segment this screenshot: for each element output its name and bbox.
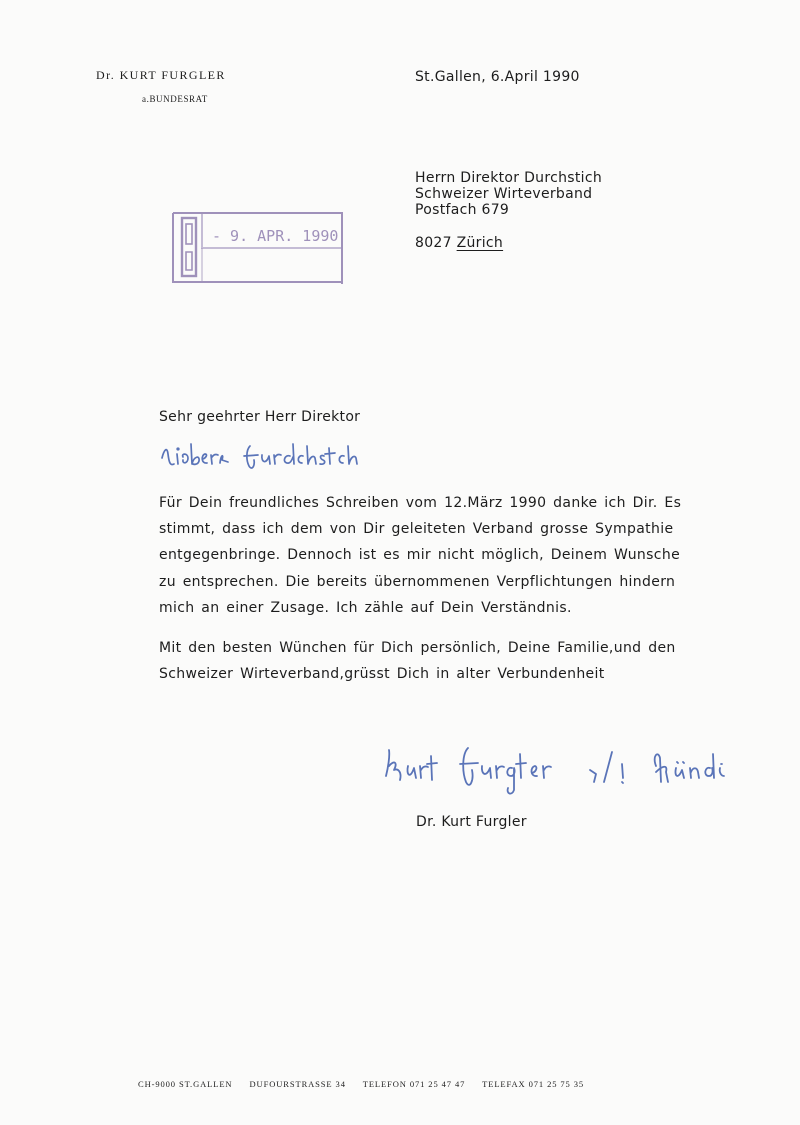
body-paragraph-2 — [159, 635, 739, 687]
body-line: Schweizer Wirteverband,grüsst Dich in alter Verbundenheit — [159, 666, 605, 683]
received-stamp — [172, 208, 344, 285]
footer-street: DUFOURSTRASSE 34 — [249, 1079, 346, 1089]
footer-fax: TELEFAX 071 25 75 35 — [482, 1079, 585, 1089]
letterhead-title: a.BUNDESRAT — [142, 94, 208, 104]
body-line: entgegenbringe. Dennoch ist es mir nicht möglich, Deinem Wunsche — [159, 547, 681, 564]
stamp-date: - 9. APR. 1990 — [212, 227, 339, 245]
place-date: St.Gallen, 6.April 1990 — [415, 69, 580, 85]
recipient-line-3: Postfach 679 — [415, 202, 510, 218]
footer-city: CH-9000 ST.GALLEN — [138, 1079, 233, 1089]
body-line: stimmt, dass ich dem von Dir geleiteten Verband grosse Sympathie — [159, 521, 674, 538]
signer-name: Dr. Kurt Furgler — [416, 814, 527, 830]
body-paragraph-1 — [159, 490, 739, 621]
letterhead-name: Dr. KURT FURGLER — [96, 68, 226, 82]
body-line: zu entsprechen. Die bereits übernommenen Verpflichtungen hindern — [159, 573, 676, 590]
handwritten-greeting — [158, 436, 408, 476]
letterhead-footer — [138, 1079, 598, 1089]
recipient-city-line — [415, 235, 503, 251]
body-line: mich an einer Zusage. Ich zähle auf Dein Verständnis. — [159, 599, 572, 616]
recipient-line-1: Herrn Direktor Durchstich — [415, 170, 602, 186]
body-line: Für Dein freundliches Schreiben vom 12.März 1990 danke ich Dir. Es — [159, 495, 682, 511]
footer-phone: TELEFON 071 25 47 47 — [362, 1079, 466, 1089]
recipient-city: Zürich — [456, 235, 504, 251]
salutation: Sehr geehrter Herr Direktor — [159, 409, 361, 425]
letter-body — [159, 490, 739, 701]
recipient-line-2: Schweizer Wirteverband — [415, 186, 593, 202]
recipient-address — [415, 170, 602, 218]
recipient-postcode: 8027 — [415, 235, 452, 251]
body-line: Mit den besten Wünchen für Dich persönlich, Deine Familie,und den — [159, 640, 676, 657]
handwritten-signature — [380, 742, 780, 802]
